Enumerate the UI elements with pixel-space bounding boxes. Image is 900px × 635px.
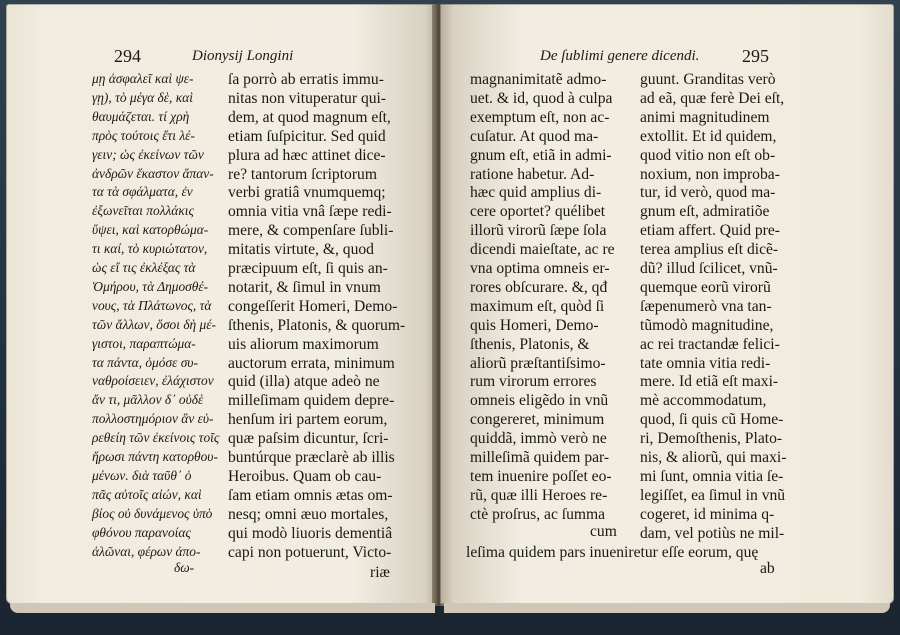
text-line: rores obſcurare. &, qđ [470, 278, 608, 296]
greek-catchword: δω- [174, 560, 195, 575]
text-line: γειν; ὡς ἐκείνων τῶν [92, 146, 204, 162]
text-line: auctorum errata, minimum [228, 354, 395, 372]
text-line: ſa porrò ab erratis immu- [228, 71, 384, 88]
text-line: terea amplius eſt dicẽ- [640, 241, 779, 259]
text-line: quod, ſi quis cũ Home- [640, 411, 784, 429]
right-running-head: De ſublimi genere dicendi. [540, 48, 700, 64]
text-line: notarit, & ſimul in vnum [228, 278, 381, 296]
text-line: quemque eorũ virorũ [640, 278, 771, 296]
text-line: rum virorum errores [470, 373, 597, 391]
text-line: noxium, non improba- [640, 165, 780, 183]
text-line: dam, vel potiùs ne mil- [640, 524, 785, 542]
text-line: mere. Id etiã eſt maxi- [640, 373, 779, 391]
text-line: θαυμάζεται. τί χρὴ [92, 108, 190, 124]
right-page-edge [444, 603, 890, 613]
text-line: πᾶς αὐτοῖς αἰών, καὶ [92, 486, 202, 502]
text-line: cogeret, id minima q- [640, 505, 775, 523]
text-line: nesq; omni æuo mortales, [228, 505, 389, 523]
text-line: τα τὰ σφάλματα, ἐν [92, 184, 193, 200]
text-line: mitatis virtute, &, quod [228, 241, 374, 259]
text-line: aliorũ præſtantiſsimo- [470, 354, 606, 372]
text-line: mi ſunt, omnia vitia ſe- [640, 467, 784, 485]
text-line: τι καί, τὸ κυριώτατον, [92, 241, 208, 257]
left-page-edge [10, 603, 435, 613]
text-line: φθόνου παρανοίας [92, 524, 191, 540]
text-line: ac rei tractandæ felici- [640, 335, 780, 353]
text-line: ὡς εἴ τις ἐκλέξας τὰ [92, 260, 196, 275]
text-line: buntúrque præclarè ab illis [228, 449, 395, 466]
text-line: πολλοστημόριον ἂν εὑ- [92, 411, 214, 427]
text-line: ἐξωνεῖται πολλάκις [92, 203, 194, 219]
text-line: ναθροίσειεν, ἐλάχιστον [92, 373, 214, 389]
text-line: ſæpenumerò vna tan- [640, 297, 772, 315]
text-line: νους, τὰ Πλάτωνος, τὰ [92, 297, 212, 313]
text-line: legiſſet, ea ſimul in vnũ [640, 486, 786, 504]
text-line: γῃ), τὸ μέγα δὲ, καὶ [92, 89, 193, 105]
text-line: Ὁμήρου, τὰ Δημοσθέ- [92, 278, 209, 294]
text-line: tate omnia vitia redi- [640, 354, 771, 372]
text-line: γιστοι, παραπτώμα- [92, 335, 196, 351]
text-line: μένων. διὰ ταῦθ᾽ ὁ [92, 467, 192, 483]
text-line: cuſatur. At quod ma- [470, 127, 599, 145]
text-line: ἁλῶναι, φέρων ἀπο- [92, 543, 201, 559]
text-line: πρὸς τούτοις ἔτι λέ- [92, 127, 195, 143]
text-line: præcipuum eſt, ſi quis an- [228, 260, 388, 277]
text-line: ri, Demoſthenis, Plato- [640, 430, 783, 448]
text-line: gnum eſt, etiã in admi- [470, 146, 612, 164]
text-line: dem, at quod magnum eſt, [228, 108, 391, 126]
text-line: ἥρωσι πάντη κατορθου- [92, 449, 218, 464]
text-line: guunt. Granditas verò [640, 71, 776, 88]
text-line: exemptum eſt, non ac- [470, 108, 610, 126]
left-page [6, 4, 438, 604]
text-line: vna optima omneis er- [470, 260, 610, 277]
text-line: ad eã, quæ ferè Dei eſt, [640, 89, 785, 107]
text-line: qui modò liuoris dementiâ [228, 524, 393, 542]
column-a-catchword: cum [590, 523, 617, 540]
text-line: omnia vitia vnâ ſæpe redi- [228, 203, 392, 221]
text-line: ὕψει, καὶ κατορθώμα- [92, 222, 209, 238]
text-line: ἀνδρῶν ἕκαστον ἅπαν- [92, 165, 214, 181]
text-line: uet. & id, quod à culpa [470, 89, 613, 107]
text-line: τα πάντα, ὁμόσε συ- [92, 354, 198, 370]
text-line: tũmodò magnitudine, [640, 316, 774, 334]
text-line: magnanimitatẽ admo- [470, 71, 607, 88]
text-line: animi magnitudinem [640, 108, 770, 126]
text-line: ſthenis, Platonis, & quorum- [228, 316, 406, 334]
text-line: mè accommodatum, [640, 392, 767, 410]
text-line: quæ paſsim dicuntur, ſcri- [228, 430, 389, 448]
right-page [440, 4, 894, 604]
text-line: maximum eſt, quòd ſi [470, 297, 605, 315]
text-line: nis, & aliorũ, qui maxi- [640, 449, 787, 466]
text-line: congeſſerit Homeri, Demo- [228, 297, 398, 315]
text-line: ſthenis, Platonis, & [470, 335, 590, 353]
text-line: cere oportet? quélibet [470, 203, 606, 221]
text-line: milleſimam quidem depre- [228, 392, 395, 410]
text-line: gnum eſt, admiratiõe [640, 203, 770, 221]
text-line: capi non potuerunt, Victo- [228, 543, 392, 561]
text-line: omneis eligẽdo in vnũ [470, 392, 609, 410]
text-line: uis aliorum maximorum [228, 335, 379, 353]
text-line: tem inuenire poſſet eo- [470, 467, 612, 485]
text-line: etiam ſuſpicitur. Sed quid [228, 127, 386, 145]
text-line: tur, id verò, quod ma- [640, 184, 776, 202]
text-line: ρεθείη τῶν ἐκείνοις τοῖς [92, 430, 220, 446]
bottom-spanning-line: leſima quidem pars inueniretur eſſe eorum, quę [466, 544, 759, 561]
latin-catchword: riæ [370, 564, 390, 581]
text-line: dũ? illud ſcilicet, vnũ- [640, 260, 778, 277]
text-line: plura ad hæc attinet dice- [228, 146, 386, 164]
text-line: Heroibus. Quam ob cau- [228, 467, 382, 485]
text-line: quid (illa) atque adeò ne [228, 373, 380, 391]
text-line: ἄν τι, μᾶλλον δ᾽ οὐδὲ [92, 392, 204, 408]
text-line: milleſimã quidem par- [470, 449, 610, 466]
text-line: hæc quid amplius di- [470, 184, 602, 202]
text-line: ſam etiam omnis ætas om- [228, 486, 393, 504]
text-line: βίος οὐ δυνάμενος ὑπὸ [92, 505, 213, 521]
text-line: ctè proſrus, ac ſumma [470, 505, 606, 523]
text-line: quis Homeri, Demo- [470, 316, 599, 334]
text-line: μῃ ἀσφαλεῖ καὶ ψε- [92, 71, 194, 86]
text-line: henſum iri partem eorum, [228, 411, 388, 429]
column-b-catchword: ab [760, 560, 775, 577]
text-line: congereret, minimum [470, 411, 605, 429]
text-line: quod vitio non eſt ob- [640, 146, 776, 164]
text-line: τῶν ἄλλων, ὅσοι δὴ μέ- [92, 316, 216, 332]
left-page-number: 294 [114, 46, 141, 66]
text-line: illorũ virorũ ſæpe ſola [470, 222, 607, 240]
text-line: rũ, quæ illi Heroes re- [470, 486, 608, 504]
text-line: ratione habetur. Ad- [470, 165, 595, 183]
text-line: mere, & compenſare ſubli- [228, 222, 394, 240]
text-line: dicendi maieſtate, ac re [470, 241, 615, 259]
text-line: re? tantorum ſcriptorum [228, 165, 377, 183]
text-line: quiddã, immò verò ne [470, 430, 607, 448]
text-line: verbi gratiâ vnumquemq; [228, 184, 386, 202]
right-page-number: 295 [742, 46, 769, 66]
left-running-head: Dionysij Longini [192, 48, 294, 64]
text-line: etiam affert. Quid pre- [640, 222, 780, 240]
text-line: extollit. Et id quidem, [640, 127, 777, 145]
text-line: nitas non vituperatur qui- [228, 89, 387, 107]
